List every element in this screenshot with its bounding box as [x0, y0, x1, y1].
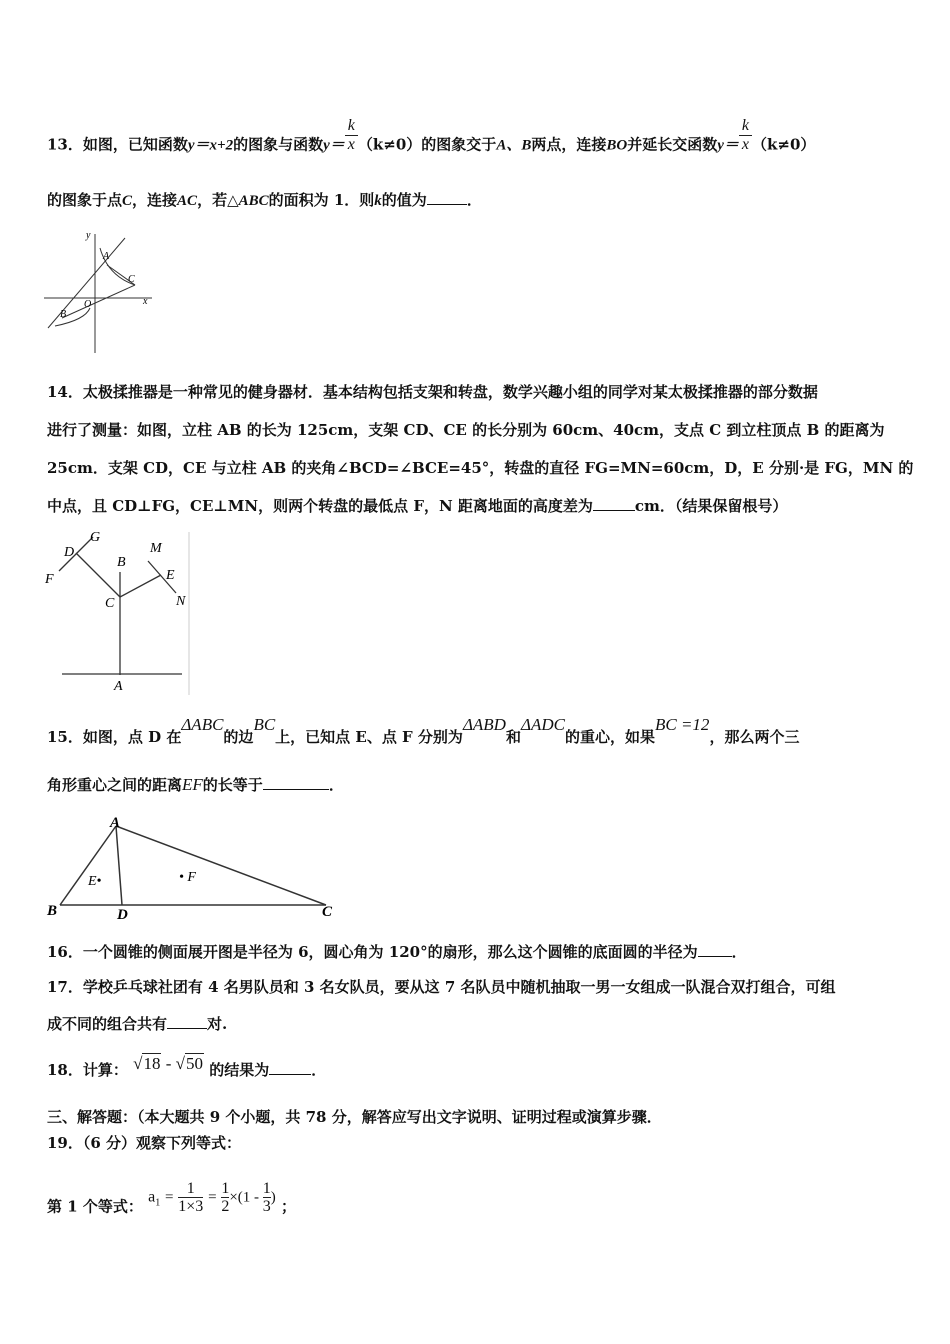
q19-formula: $a_1$ = $\frac{1}{1\times 3}$ = $\frac{1}{2}$ ×(1 - $\frac{1}{3}$ ) [148, 1180, 276, 1215]
q17-line1: 17．学校乒乓球社团有 4 名男队员和 3 名女队员，要从这 7 名队员中随机抽取一男一女组成一队混合双打组合，可组 [47, 978, 836, 996]
q15-line2: 角形重心之间的距离EF的长等于 ． [47, 775, 344, 794]
q13-fraction-2: $\frac{k}{x}$ [739, 117, 752, 154]
q14-line1: 14．太极揉推器是一种常见的健身器材．基本结构包括支架和转盘，数学兴趣小组的同学对某太极揉推器的部分数据 [47, 383, 818, 401]
segment-ac [116, 826, 326, 905]
label-a: A [110, 815, 121, 831]
q16-answer-blank[interactable] [698, 942, 732, 957]
q16-line: 16．一个圆锥的侧面展开图是半径为 6，圆心角为 120°的扇形，那么这个圆锥的底面圆的半径为 ． [47, 943, 747, 961]
q18-answer-blank[interactable] [269, 1060, 311, 1075]
label-y: y [86, 230, 91, 241]
label-m: M [150, 541, 162, 556]
label-f: • F [179, 870, 196, 885]
q17-line2: 成不同的组合共有 对. [47, 1015, 228, 1033]
bc-equation: BC =12 [654, 715, 710, 734]
segment-ab [60, 826, 116, 905]
label-o: O [84, 299, 92, 310]
label-b: B [117, 555, 126, 570]
label-e: E [166, 568, 175, 583]
label-a: A [103, 251, 110, 262]
q15-answer-blank[interactable] [263, 775, 329, 790]
q17-answer-blank[interactable] [167, 1014, 207, 1029]
q18-line: 18．计算： √18 - √50 的结果为 ． [47, 1054, 327, 1079]
section-3-heading: 三、解答题：（本大题共 9 个小题，共 78 分，解答应写出文字说明、证明过程或演算步骤． [47, 1108, 662, 1126]
label-b: B [47, 903, 58, 919]
q13-fraction-1: $\frac{k}{x}$ [345, 117, 358, 154]
q14-line2: 进行了测量：如图，立柱 AB 的长为 125cm，支架 CD、CE 的长分别为 60cm、40cm，支点 C 到立柱顶点 B 的距离为 [47, 421, 885, 439]
label-c: C [322, 904, 333, 920]
label-d: D [117, 907, 128, 922]
label-n: N [176, 594, 186, 609]
label-c: C [128, 274, 135, 285]
q18-expression: √18 - √50 [133, 1054, 203, 1073]
q13-line1: 13．如图，已知函数y＝x+2的图象与函数y＝ $\frac{k}{x}$ （k≠0）的图象交于A、B两点，连接BO并延长交函数y＝ $\frac{k}{x}$ （k≠0） [47, 117, 816, 154]
q19-equation-1: 第 1 个等式： $a_1$ = $\frac{1}{1\times 3}$ = $\frac{1}{2}$ ×(1 - $\frac{1}{3}$ ) ； [47, 1180, 297, 1216]
support-cd [76, 553, 120, 597]
label-e: E• [88, 874, 102, 889]
q14-line4: 中点，且 CD⊥FG，CE⊥MN，则两个转盘的最低点 F，N 距离地面的高度差为 cm．（结果保留根号） [47, 497, 788, 515]
triangle-abc: ΔABC [181, 715, 224, 734]
triangle-abd: ΔABD [462, 715, 506, 734]
segment-b-c [62, 285, 135, 318]
q13-eq1: y＝x+2 [187, 137, 234, 154]
label-a: A [114, 679, 123, 694]
q13-answer-blank[interactable] [427, 190, 467, 205]
triangle-adc: ΔADC [520, 715, 565, 734]
segment-ad [116, 826, 122, 905]
q15-line1: 15．如图，点 D 在ΔABC的边BC上，已知点 E、点 F 分别为ΔABD和ΔADC的重心，如果BC =12，那么两个三 [47, 715, 800, 746]
q13-line2: 的图象于点C，连接AC，若△ABC的面积为 1．则k的值为 ． [47, 191, 482, 209]
support-ce [120, 575, 161, 597]
q13-figure [40, 228, 165, 358]
label-g: G [90, 530, 101, 545]
label-c: C [105, 596, 115, 611]
q14-line3: 25cm．支架 CD，CE 与立柱 AB 的夹角∠BCD=∠BCE=45°，转盘的直径 FG=MN=60cm，D，E 分别·是 FG，MN 的 [47, 459, 914, 477]
q15-figure [42, 810, 342, 922]
label-f: F [45, 572, 54, 587]
label-b: B [60, 309, 67, 320]
q14-answer-blank[interactable] [593, 496, 635, 511]
q14-figure [40, 527, 192, 697]
q19-heading: 19．（6 分）观察下列等式： [47, 1134, 242, 1152]
label-x: x [143, 296, 148, 307]
label-d: D [64, 545, 75, 560]
